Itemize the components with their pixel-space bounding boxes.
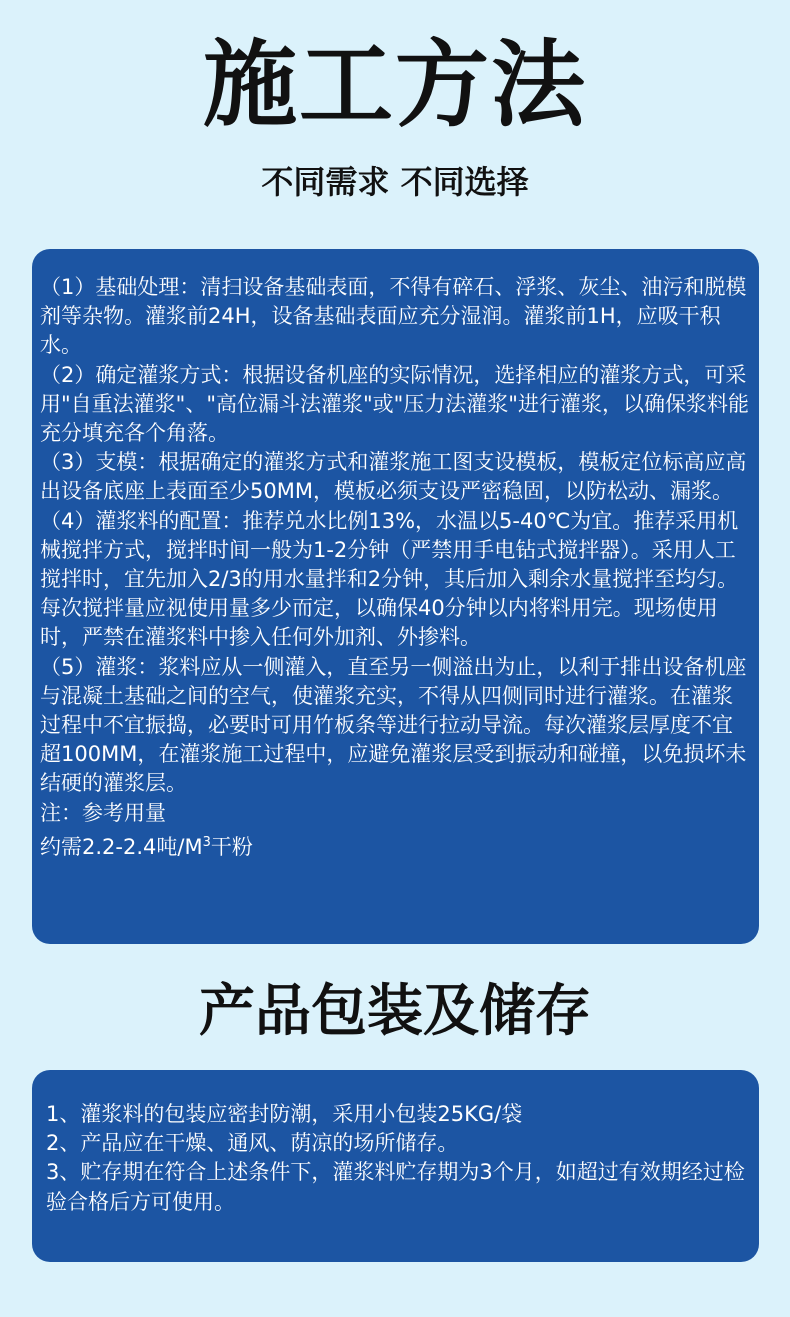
page-subtitle: 不同需求 不同选择 xyxy=(261,163,529,201)
step-grouting: （5）灌浆：浆料应从一侧灌入，直至另一侧溢出为止，以利于排出设备机座与混凝土基础之间的空气，使灌浆充实，不得从四侧同时进行灌浆。在灌浆过程中不宜振捣，必要时可用竹板条等进行拉动导流。每次灌浆层厚度不宜超100MM，在灌浆施工过程中，应避免灌浆层受到振动和碰撞，以免损坏未结硬的灌浆层。 xyxy=(40,654,747,796)
storage-item-shelf-life: 3、贮存期在符合上述条件下，灌浆料贮存期为3个月，如超过有效期经过检验合格后方可使用。 xyxy=(46,1160,745,1214)
usage-note-label: 注：参考用量 xyxy=(40,800,166,825)
step-grouting-method: （2）确定灌浆方式：根据设备机座的实际情况，选择相应的灌浆方式，可采用"自重法灌浆"、"高位漏斗法灌浆"或"压力法灌浆"进行灌浆，以确保浆料能充分填充各个角落。 xyxy=(40,362,749,446)
storage-item-packaging: 1、灌浆料的包装应密封防潮，采用小包装25KG/袋 xyxy=(46,1102,523,1126)
construction-method-panel xyxy=(32,249,759,944)
page-title: 施工方法 xyxy=(202,31,587,140)
storage-item-conditions: 2、产品应在干燥、通风、荫凉的场所储存。 xyxy=(46,1131,459,1156)
step-mix-preparation: （4）灌浆料的配置：推荐兑水比例13%，水温以5-40℃为宜。推荐采用机械搅拌方式，搅拌时间一般为1-2分钟（严禁用手电钻式搅拌器）。采用人工搅拌时，宜先加入2/3的用水量拌和2分钟，其后加入剩余水量搅拌至均匀。每次搅拌量应视使用量多少而定，以确保40分钟以内将料用完。现场使用时，严禁在灌浆料中掺入任何外加剂、外掺料。 xyxy=(40,508,739,650)
usage-amount-prefix: 约需2.2-2.4吨/M xyxy=(40,834,203,859)
step-foundation-treatment: （1）基础处理：清扫设备基础表面，不得有碎石、浮浆、灰尘、油污和脱模剂等杂物。灌浆前24H，设备基础表面应充分湿润。灌浆前1H，应吸干积水。 xyxy=(40,275,747,358)
usage-amount-suffix: 干粉 xyxy=(210,834,253,859)
storage-panel xyxy=(32,1070,759,1262)
usage-amount-superscript: 3 xyxy=(202,834,211,850)
storage-section-title: 产品包装及储存 xyxy=(199,979,591,1044)
usage-amount xyxy=(40,828,749,862)
step-formwork: （3）支模：根据确定的灌浆方式和灌浆施工图支设模板，模板定位标高应高出设备底座上表面至少50MM，模板必须支设严密稳固，以防松动、漏浆。 xyxy=(40,450,747,504)
